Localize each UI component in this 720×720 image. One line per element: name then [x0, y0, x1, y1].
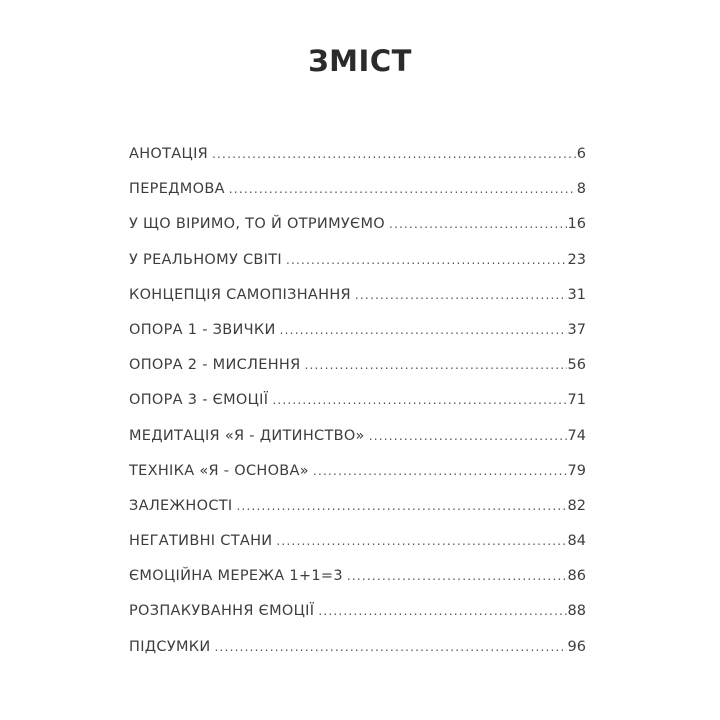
dot-leader — [389, 217, 567, 231]
dot-leader — [286, 253, 567, 267]
dot-leader — [318, 604, 566, 618]
toc-entry-page: 6 — [576, 146, 586, 162]
toc-entry-label: ОПОРА 2 - МИСЛЕННЯ — [129, 357, 301, 374]
toc-entry-page: 96 — [567, 638, 586, 655]
toc-entry — [129, 216, 586, 251]
toc-entry-page: 82 — [567, 497, 586, 514]
toc-entry-label: У ЩО ВІРИМО, ТО Й ОТРИМУЄМО — [129, 216, 385, 233]
toc-entry-page: 56 — [567, 357, 586, 374]
dot-leader — [280, 323, 567, 337]
toc-entry-page: 79 — [567, 462, 586, 479]
toc-entry-label: ЗАЛЕЖНОСТІ — [129, 497, 233, 514]
toc-entry — [129, 181, 586, 216]
toc-entry — [129, 603, 586, 638]
dot-leader — [229, 182, 576, 196]
toc-entry-page: 8 — [576, 181, 586, 198]
toc-entry — [129, 568, 586, 603]
toc-entry-label: ОПОРА 3 - ЄМОЦІЇ — [129, 392, 269, 409]
toc-entry-label: ПІДСУМКИ — [129, 638, 211, 655]
toc-entry-label: ТЕХНІКА «Я - ОСНОВА» — [129, 462, 309, 479]
toc-entry — [129, 498, 586, 533]
toc-entry — [129, 252, 586, 287]
toc-entry-page: 88 — [567, 603, 586, 620]
dot-leader — [305, 358, 567, 372]
toc-entry-label: НЕГАТИВНІ СТАНИ — [129, 533, 273, 550]
toc-entry-label: ОПОРА 1 - ЗВИЧКИ — [129, 321, 276, 338]
dot-leader — [313, 464, 567, 478]
toc-entry-label: ПЕРЕДМОВА — [129, 181, 225, 198]
toc-entry-page: 31 — [567, 286, 586, 303]
table-of-contents — [129, 146, 586, 674]
toc-entry-page: 16 — [567, 216, 586, 233]
toc-entry — [129, 322, 586, 357]
toc-entry-page: 23 — [567, 251, 586, 268]
toc-entry — [129, 146, 586, 181]
dot-leader — [347, 569, 567, 583]
toc-entry-page: 74 — [567, 427, 586, 444]
toc-entry-label: МЕДИТАЦІЯ «Я - ДИТИНСТВО» — [129, 427, 365, 444]
toc-entry-page: 37 — [567, 321, 586, 338]
dot-leader — [355, 288, 567, 302]
dot-leader — [369, 429, 567, 443]
toc-entry — [129, 463, 586, 498]
toc-entry-page: 71 — [567, 392, 586, 409]
dot-leader — [236, 499, 566, 513]
dot-leader — [276, 534, 566, 548]
toc-entry-label: ЄМОЦІЙНА МЕРЕЖА 1+1=3 — [129, 568, 343, 585]
toc-entry — [129, 639, 586, 674]
toc-entry-label: РОЗПАКУВАННЯ ЄМОЦІЇ — [129, 603, 315, 620]
toc-entry — [129, 392, 586, 427]
toc-entry — [129, 533, 586, 568]
page-title: ЗМІСТ — [308, 44, 412, 78]
toc-entry-page: 86 — [567, 568, 586, 585]
toc-entry — [129, 287, 586, 322]
dot-leader — [212, 147, 576, 161]
toc-entry-page: 84 — [567, 533, 586, 550]
toc-entry — [129, 357, 586, 392]
dot-leader — [215, 640, 567, 654]
toc-entry-label: У РЕАЛЬНОМУ СВІТІ — [129, 251, 282, 268]
toc-entry — [129, 428, 586, 463]
dot-leader — [272, 393, 566, 407]
toc-entry-label: КОНЦЕПЦІЯ САМОПІЗНАННЯ — [129, 286, 351, 303]
toc-entry-label: АНОТАЦІЯ — [129, 146, 209, 162]
